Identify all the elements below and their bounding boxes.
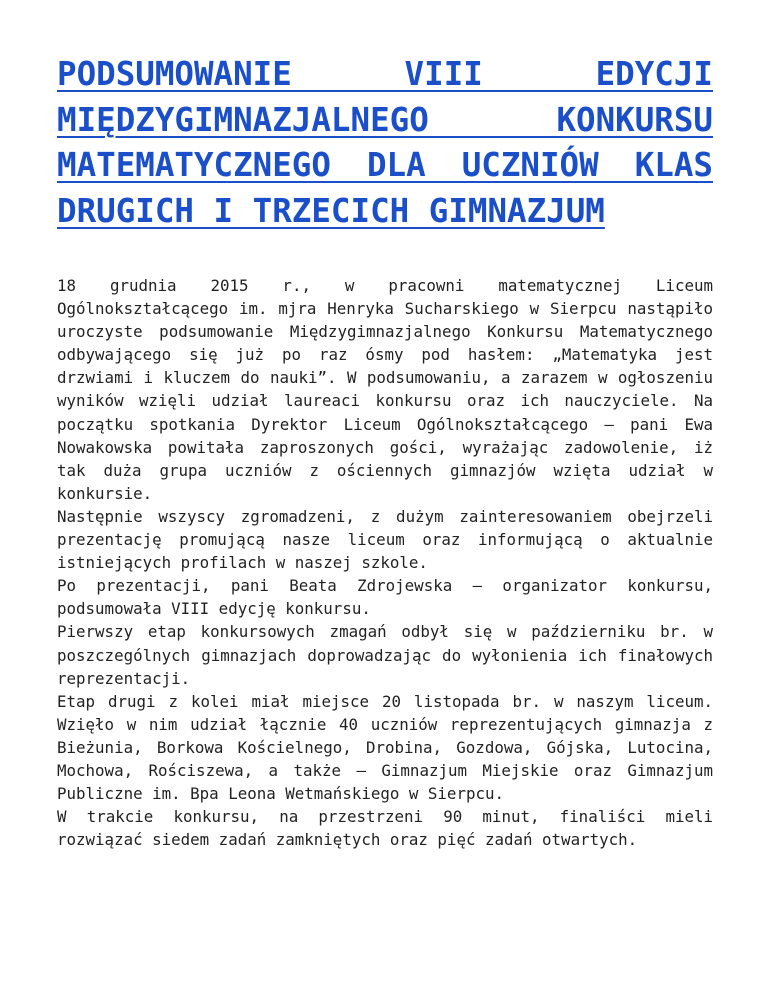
article-body bbox=[57, 274, 713, 851]
article-title-link[interactable]: PODSUMOWANIE VIII EDYCJI MIĘDZYGIMNAZJALNEGO KONKURSU MATEMATYCZNEGO DLA UCZNIÓW KLAS DRUGICH I TRZECICH GIMNAZJUM bbox=[57, 55, 713, 230]
paragraph-tasks: W trakcie konkursu, na przestrzeni 90 minut, finaliści mieli rozwiązać siedem zadań zamkniętych oraz pięć zadań otwartych. bbox=[57, 807, 713, 850]
paragraph-presentation: Następnie wszyscy zgromadzeni, z dużym zainteresowaniem obejrzeli prezentację promującą nasze liceum oraz informującą o aktualnie istniejących profilach w naszej szkole. bbox=[57, 506, 713, 573]
paragraph-intro: 18 grudnia 2015 r., w pracowni matematycznej Liceum Ogólnokształcącego im. mjra Henryka Sucharskiego w Sierpcu nastąpiło uroczyste podsumowanie Międzygimnazjalnego Konkursu Matematycznego odbywającego się już po raz ósmy pod hasłem: „Matematyka jest drzwiami i kluczem do nauki”. W podsumowaniu, a zarazem w ogłoszeniu wyników wzięli udział laureaci konkursu oraz ich nauczyciele. Na początku spotkania Dyrektor Liceum Ogólnokształcącego – pani Ewa Nowakowska powitała zaproszonych gości, wyrażając zadowolenie, iż tak duża grupa uczniów z ościennych gimnazjów wzięta udział w konkursie. bbox=[57, 276, 713, 503]
document-page bbox=[57, 52, 713, 851]
paragraph-summary: Po prezentacji, pani Beata Zdrojewska – organizator konkursu, podsumowała VIII edycję konkursu. bbox=[57, 576, 713, 619]
paragraph-second-stage: Etap drugi z kolei miał miejsce 20 listopada br. w naszym liceum. Wzięło w nim udział łącznie 40 uczniów reprezentujących gimnazja z Bieżunia, Borkowa Kościelnego, Drobina, Gozdowa, Gójska, Lutocina, Mochowa, Rościszewa, a także – Gimnazjum Miejskie oraz Gimnazjum Publiczne im. Bpa Leona Wetmańskiego w Sierpcu. bbox=[57, 691, 713, 804]
paragraph-first-stage: Pierwszy etap konkursowych zmagań odbył się w październiku br. w poszczególnych gimnazjach doprowadzając do wyłonienia ich finałowych reprezentacji. bbox=[57, 622, 713, 688]
